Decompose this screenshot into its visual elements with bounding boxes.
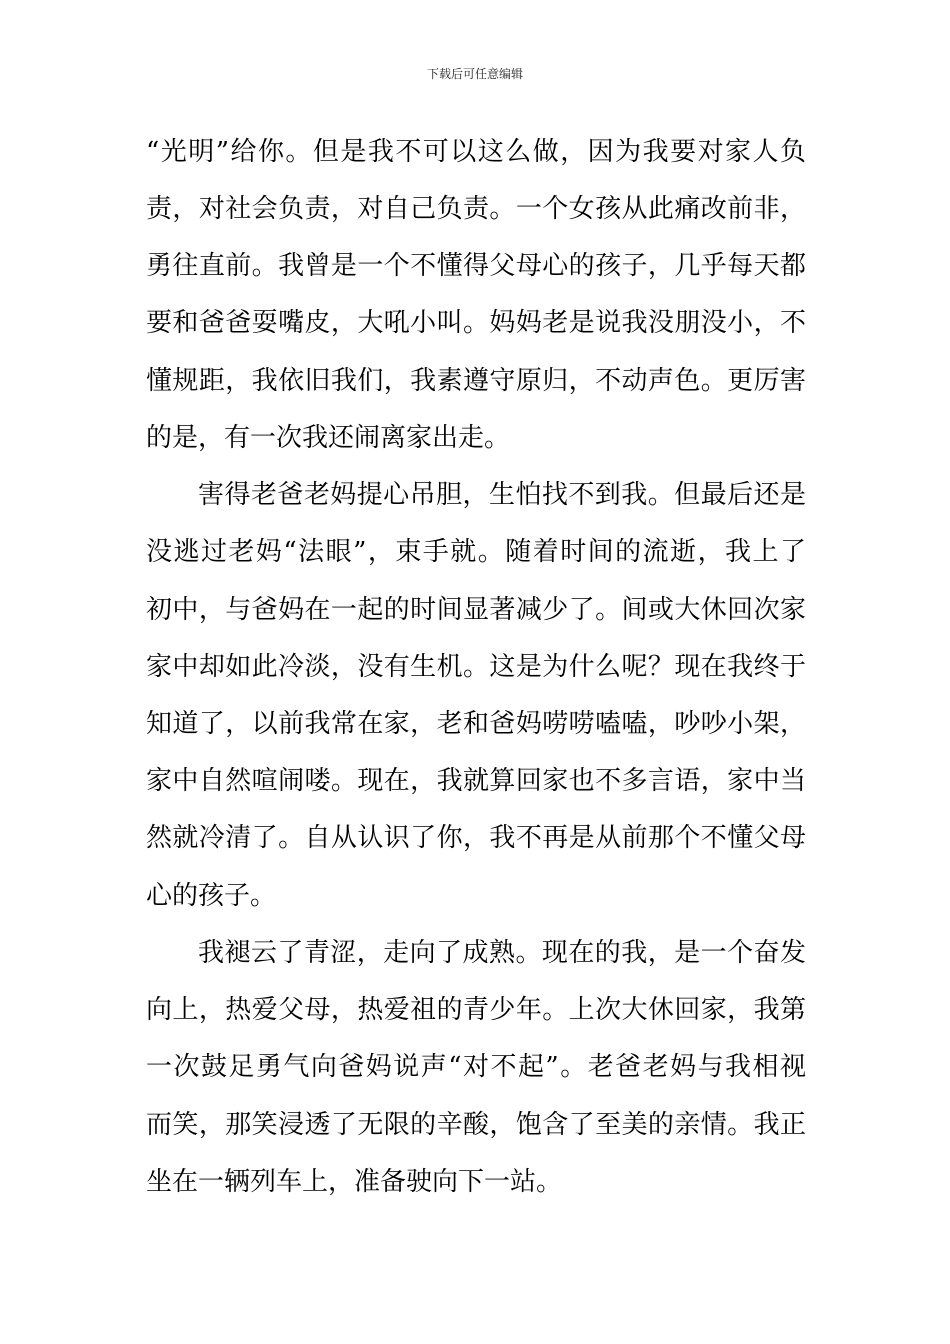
- body-line-10: 家中却如此冷淡，没有生机。这是为什么呢？现在我终于: [146, 652, 806, 682]
- body-line-12: 家中自然喧闹喽。现在，我就算回家也不多言语，家中当: [146, 766, 806, 796]
- body-line-5: 懂规距，我依旧我们，我素遵守原归，不动声色。更厉害: [146, 366, 806, 396]
- body-line-6: 的是，有一次我还闹离家出走。: [146, 423, 511, 453]
- body-line-11: 知道了，以前我常在家，老和爸妈唠唠嗑嗑，吵吵小架，: [146, 709, 806, 739]
- body-line-1: “光明”给你。但是我不可以这么做，因为我要对家人负: [146, 137, 806, 167]
- body-line-8: 没逃过老妈“法眼”，束手就。随着时间的流逝，我上了: [146, 537, 806, 567]
- body-line-17: 一次鼓足勇气向爸妈说声“对不起”。老爸老妈与我相视: [146, 1052, 806, 1082]
- page-header: 下载后可任意编辑: [426, 67, 523, 81]
- body-line-18: 而笑，那笑浸透了无限的辛酸，饱含了至美的亲情。我正: [146, 1110, 806, 1140]
- body-line-4: 要和爸爸耍嘴皮，大吼小叫。妈妈老是说我没朋没小，不: [146, 308, 806, 338]
- body-line-15: 我褪云了青涩，走向了成熟。现在的我，是一个奋发: [198, 938, 806, 968]
- body-line-19: 坐在一辆列车上，准备驶向下一站。: [146, 1167, 563, 1197]
- body-line-14: 心的孩子。: [146, 881, 277, 911]
- body-line-9: 初中，与爸妈在一起的时间显著减少了。间或大休回次家: [146, 595, 806, 625]
- body-line-3: 勇往直前。我曾是一个不懂得父母心的孩子，几乎每天都: [146, 251, 806, 281]
- body-line-7: 害得老爸老妈提心吊胆，生怕找不到我。但最后还是: [198, 480, 806, 510]
- body-line-16: 向上，热爱父母，热爱祖的青少年。上次大休回家，我第: [146, 995, 806, 1025]
- body-line-13: 然就冷清了。自从认识了你，我不再是从前那个不懂父母: [146, 823, 806, 853]
- body-line-2: 责，对社会负责，对自己负责。一个女孩从此痛改前非，: [146, 194, 806, 224]
